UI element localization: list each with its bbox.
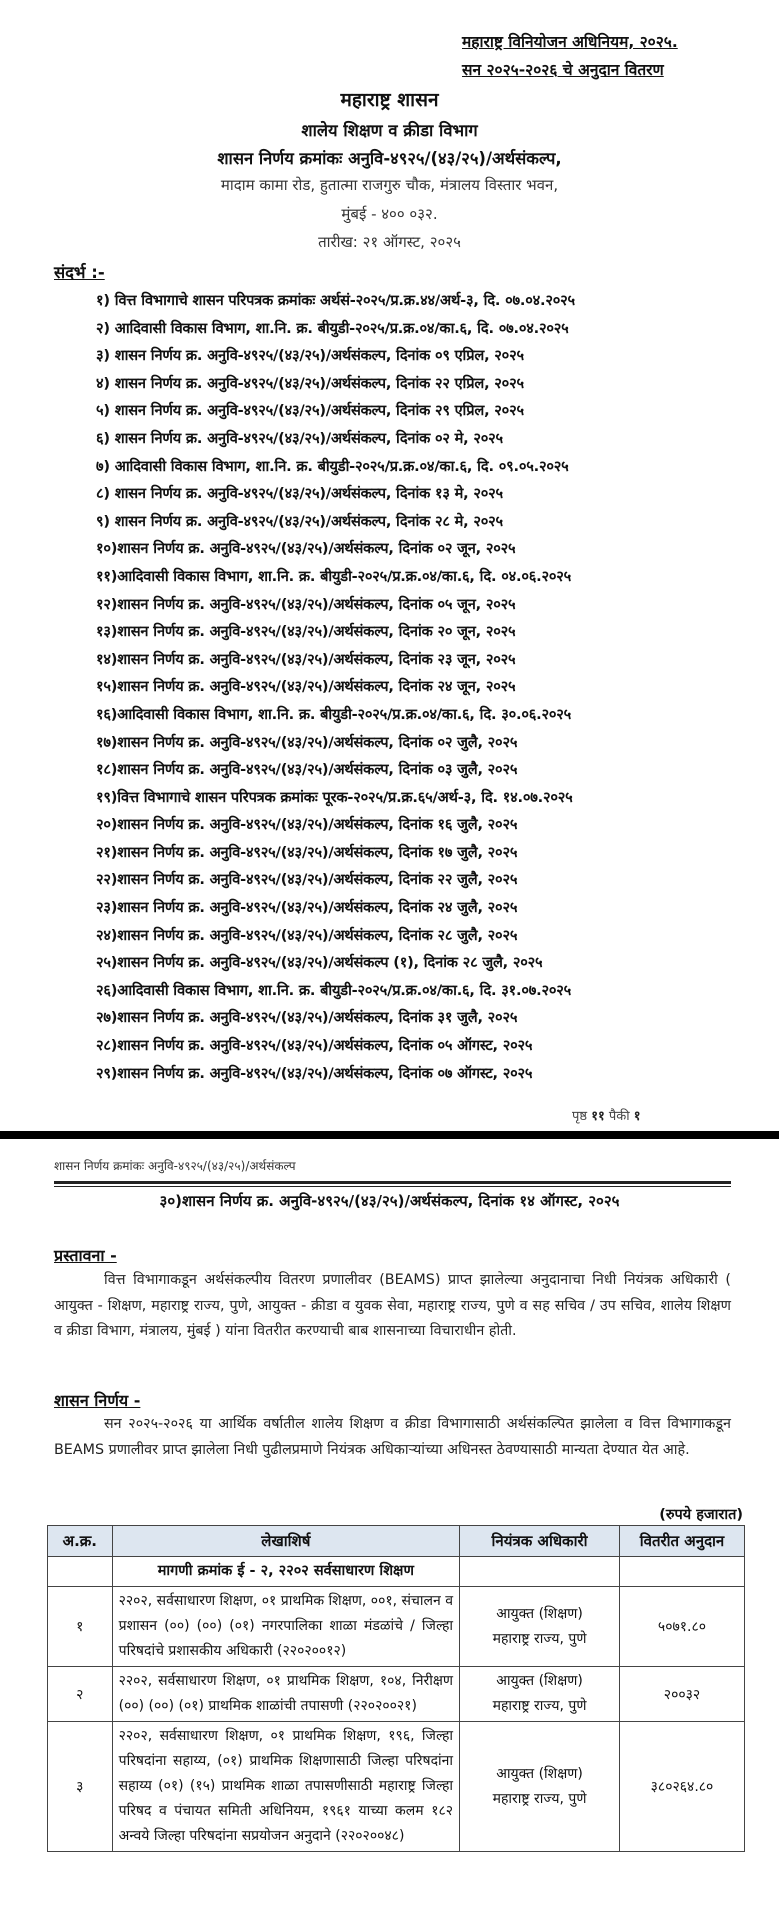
act-title-line-2: सन २०२५-२०२६ चे अनुदान वितरण — [462, 61, 664, 79]
page-label: पृष्ठ — [572, 1109, 588, 1124]
demand-empty-cell — [48, 1557, 113, 1587]
header-serial: अ.क्र. — [48, 1526, 113, 1557]
reference-item: ७) आदिवासी विकास विभाग, शा.नि. क्र. बीयुडी-२०२५/प्र.क्र.०४/का.६, दि. ०९.०५.२०२५ — [96, 457, 569, 475]
officer-title: आयुक्त (शिक्षण) — [496, 1605, 583, 1622]
table-row — [48, 1667, 745, 1722]
page-current: १ — [633, 1109, 641, 1124]
department-name: शालेय शिक्षण व क्रीडा विभाग — [301, 121, 478, 140]
serial-cell: २ — [48, 1667, 113, 1722]
reference-item: १०)शासन निर्णय क्र. अनुवि-४९२५/(४३/२५)/अर्थसंकल्प, दिनांक ०२ जून, २०२५ — [96, 540, 516, 558]
reference-item: २१)शासन निर्णय क्र. अनुवि-४९२५/(४३/२५)/अर्थसंकल्प, दिनांक १७ जुलै, २०२५ — [96, 843, 518, 861]
reference-item: १) वित्त विभागाचे शासन परिपत्रक क्रमांकः अर्थसं-२०२५/प्र.क्र.४४/अर्थ-३, दि. ०७.०४.२०२५ — [96, 292, 575, 309]
officer-title: आयुक्त (शिक्षण) — [496, 1673, 583, 1689]
address: मादाम कामा रोड, हुतात्मा राजगुरु चौक, मंत्रालय विस्तार भवन, — [220, 176, 559, 194]
page-separator — [0, 1131, 779, 1139]
decision-heading: शासन निर्णय - — [54, 1391, 141, 1410]
references-list — [96, 287, 756, 1087]
reference-item: १२)शासन निर्णय क्र. अनुवि-४९२५/(४३/२५)/अर्थसंकल्प, दिनांक ०५ जून, २०२५ — [96, 595, 516, 613]
grant-amount-cell: २००३२ — [620, 1667, 745, 1722]
reference-item: २८)शासन निर्णय क्र. अनुवि-४९२५/(४३/२५)/अर्थसंकल्प, दिनांक ०५ ऑगस्ट, २०२५ — [96, 1037, 533, 1055]
preamble-paragraph — [54, 1268, 731, 1345]
reference-item: ८) शासन निर्णय क्र. अनुवि-४९२५/(४३/२५)/अर्थसंकल्प, दिनांक १३ मे, २०२५ — [96, 485, 503, 503]
reference-item: २७)शासन निर्णय क्र. अनुवि-४९२५/(४३/२५)/अर्थसंकल्प, दिनांक ३१ जुलै, २०२५ — [96, 1009, 518, 1027]
reference-item: ४) शासन निर्णय क्र. अनुवि-४९२५/(४३/२५)/अर्थसंकल्प, दिनांक २२ एप्रिल, २०२५ — [96, 374, 524, 392]
header-controlling-officer: नियंत्रक अधिकारी — [460, 1526, 620, 1557]
government-name: महाराष्ट्र शासन — [340, 89, 439, 111]
table-row — [48, 1587, 745, 1667]
reference-item: २०)शासन निर्णय क्र. अनुवि-४९२५/(४३/२५)/अर्थसंकल्प, दिनांक १६ जुलै, २०२५ — [96, 816, 518, 834]
issue-date: तारीख: २१ ऑगस्ट, २०२५ — [318, 233, 461, 251]
page-total: ११ — [591, 1109, 605, 1124]
account-head-cell: २२०२, सर्वसाधारण शिक्षण, ०१ प्राथमिक शिक्षण, १९६, जिल्हा परिषदांना सहाय्य, (०१) प्राथमिक शिक्षणासाठी जिल्हा परिषदांना सहाय्य (०१) (१५) प्राथमिक शाळा तपासणीसाठी महाराष्ट्र जिल्हा परिषद व पंचायत समिती अधिनियम, १९६१ याच्या कलम १८२ अन्वये जिल्हा परिषदांना सप्रयोजन अनुदाने (२२०२००४८) — [112, 1722, 459, 1852]
reference-item: ३) शासन निर्णय क्र. अनुवि-४९२५/(४३/२५)/अर्थसंकल्प, दिनांक ०९ एप्रिल, २०२५ — [96, 347, 524, 365]
reference-item: २६)आदिवासी विकास विभाग, शा.नि. क्र. बीयुडी-२०२५/प्र.क्र.०४/का.६, दि. ३१.०७.२०२५ — [96, 981, 572, 999]
reference-item-30: ३०)शासन निर्णय क्र. अनुवि-४९२५/(४३/२५)/अर्थसंकल्प, दिनांक १४ ऑगस्ट, २०२५ — [159, 1192, 620, 1210]
reference-item: १४)शासन निर्णय क्र. अनुवि-४९२५/(४३/२५)/अर्थसंकल्प, दिनांक २३ जून, २०२५ — [96, 650, 516, 668]
reference-item: ५) शासन निर्णय क्र. अनुवि-४९२५/(४३/२५)/अर्थसंकल्प, दिनांक २९ एप्रिल, २०२५ — [96, 402, 524, 420]
officer-location: महाराष्ट्र राज्य, पुणे — [492, 1630, 587, 1647]
controlling-officer-cell — [460, 1667, 620, 1722]
demand-empty-cell — [460, 1557, 620, 1587]
reference-item: १८)शासन निर्णय क्र. अनुवि-४९२५/(४३/२५)/अर्थसंकल्प, दिनांक ०३ जुलै, २०२५ — [96, 761, 518, 779]
running-header: शासन निर्णय क्रमांकः अनुवि-४९२५/(४३/२५)/अर्थसंकल्प — [54, 1159, 296, 1173]
grant-amount-cell: ५०७१.८० — [620, 1587, 745, 1667]
reference-item: १७)शासन निर्णय क्र. अनुवि-४९२५/(४३/२५)/अर्थसंकल्प, दिनांक ०२ जुलै, २०२५ — [96, 733, 518, 751]
reference-item: ९) शासन निर्णय क्र. अनुवि-४९२५/(४३/२५)/अर्थसंकल्प, दिनांक २८ मे, २०२५ — [96, 512, 503, 530]
table-row — [48, 1722, 745, 1852]
reference-item: २३)शासन निर्णय क्र. अनुवि-४९२५/(४३/२५)/अर्थसंकल्प, दिनांक २४ जुलै, २०२५ — [96, 899, 518, 917]
serial-cell: ३ — [48, 1722, 113, 1852]
officer-location: महाराष्ट्र राज्य, पुणे — [492, 1790, 587, 1807]
account-head-cell: २२०२, सर्वसाधारण शिक्षण, ०१ प्राथमिक शिक्षण, १०४, निरीक्षण (००) (००) (०१) प्राथमिक शाळांची तपासणी (२२०२००२१) — [112, 1667, 459, 1722]
demand-empty-cell — [620, 1557, 745, 1587]
city-pin: मुंबई - ४०० ०३२. — [341, 205, 438, 223]
decision-text: सन २०२५-२०२६ या आर्थिक वर्षातील शालेय शिक्षण व क्रीडा विभागासाठी अर्थसंकल्पित झालेला व वित्त विभागाकडून BEAMS प्रणालीवर प्राप्त झालेला निधी पुढीलप्रमाणे नियंत्रक अधिकाऱ्यांच्या अधिनस्त ठेवण्यासाठी मान्यता देण्यात येत आहे. — [54, 1416, 731, 1458]
reference-item: २५)शासन निर्णय क्र. अनुवि-४९२५/(४३/२५)/अर्थसंकल्प (१), दिनांक २८ जुलै, २०२५ — [96, 954, 543, 972]
serial-cell: १ — [48, 1587, 113, 1667]
reference-item: २४)शासन निर्णय क्र. अनुवि-४९२५/(४३/२५)/अर्थसंकल्प, दिनांक २८ जुलै, २०२५ — [96, 926, 518, 944]
grant-amount-cell: ३८०२६४.८० — [620, 1722, 745, 1852]
header-rule-thin — [54, 1186, 731, 1187]
reference-item: १९)वित्त विभागाचे शासन परिपत्रक क्रमांकः पूरक-२०२५/प्र.क्र.६५/अर्थ-३, दि. १४.०७.२०२५ — [96, 788, 573, 806]
act-title-line-1: महाराष्ट्र विनियोजन अधिनियम, २०२५. — [462, 33, 678, 51]
header-rule-thick — [54, 1181, 731, 1184]
demand-row — [48, 1557, 745, 1587]
preamble-text: वित्त विभागाकडून अर्थसंकल्पीय वितरण प्रणालीवर (BEAMS) प्राप्त झालेल्या अनुदानाचा निधी नियंत्रक अधिकारी ( आयुक्त - शिक्षण, महाराष्ट्र राज्य, पुणे, आयुक्त - क्रीडा व युवक सेवा, महाराष्ट्र राज्य, पुणे व सह सचिव / उप सचिव, शालेय शिक्षण व क्रीडा विभाग, मंत्रालय, मुंबई ) यांना वितरीत करण्याची बाब शासनाच्या विचाराधीन होती. — [54, 1272, 731, 1340]
preamble-heading: प्रस्तावना - — [54, 1246, 117, 1265]
controlling-officer-cell — [460, 1722, 620, 1852]
page-number — [572, 1106, 641, 1124]
reference-item: १५)शासन निर्णय क्र. अनुवि-४९२५/(४३/२५)/अर्थसंकल्प, दिनांक २४ जून, २०२५ — [96, 678, 516, 696]
header-distributed-grant: वितरीत अनुदान — [620, 1526, 745, 1557]
table-header-row — [48, 1526, 745, 1557]
decision-paragraph — [54, 1412, 731, 1463]
gr-number: शासन निर्णय क्रमांकः अनुवि-४९२५/(४३/२५)/अर्थसंकल्प, — [217, 149, 562, 168]
reference-item: २९)शासन निर्णय क्र. अनुवि-४९२५/(४३/२५)/अर्थसंकल्प, दिनांक ०७ ऑगस्ट, २०२५ — [96, 1064, 533, 1082]
reference-item: ६) शासन निर्णय क्र. अनुवि-४९२५/(४३/२५)/अर्थसंकल्प, दिनांक ०२ मे, २०२५ — [96, 429, 503, 447]
reference-item: २) आदिवासी विकास विभाग, शा.नि. क्र. बीयुडी-२०२५/प्र.क्र.०४/का.६, दि. ०७.०४.२०२५ — [96, 319, 569, 337]
officer-location: महाराष्ट्र राज्य, पुणे — [492, 1698, 587, 1714]
references-heading: संदर्भ :- — [54, 263, 105, 282]
reference-item: १३)शासन निर्णय क्र. अनुवि-४९२५/(४३/२५)/अर्थसंकल्प, दिनांक २० जून, २०२५ — [96, 623, 516, 641]
currency-unit-label: (रुपये हजारात) — [659, 1507, 743, 1523]
act-title — [462, 28, 678, 84]
header-account-head: लेखाशिर्ष — [112, 1526, 459, 1557]
grant-distribution-table — [47, 1525, 745, 1852]
page-of-label: पैकी — [608, 1109, 630, 1124]
document-page-2 — [0, 1139, 779, 1920]
controlling-officer-cell — [460, 1587, 620, 1667]
reference-item: १६)आदिवासी विकास विभाग, शा.नि. क्र. बीयुडी-२०२५/प्र.क्र.०४/का.६, दि. ३०.०६.२०२५ — [96, 705, 572, 723]
demand-title: मागणी क्रमांक ई - २, २२०२ सर्वसाधारण शिक्षण — [112, 1557, 459, 1587]
officer-title: आयुक्त (शिक्षण) — [496, 1765, 583, 1782]
reference-item: ११)आदिवासी विकास विभाग, शा.नि. क्र. बीयुडी-२०२५/प्र.क्र.०४/का.६, दि. ०४.०६.२०२५ — [96, 567, 572, 585]
reference-item: २२)शासन निर्णय क्र. अनुवि-४९२५/(४३/२५)/अर्थसंकल्प, दिनांक २२ जुलै, २०२५ — [96, 871, 518, 889]
account-head-cell: २२०२, सर्वसाधारण शिक्षण, ०१ प्राथमिक शिक्षण, ००१, संचालन व प्रशासन (००) (००) (०१) नगरपालिका शाळा मंडळांचे / जिल्हा परिषदांचे प्रशासकीय अधिकारी (२२०२००१२) — [112, 1587, 459, 1667]
